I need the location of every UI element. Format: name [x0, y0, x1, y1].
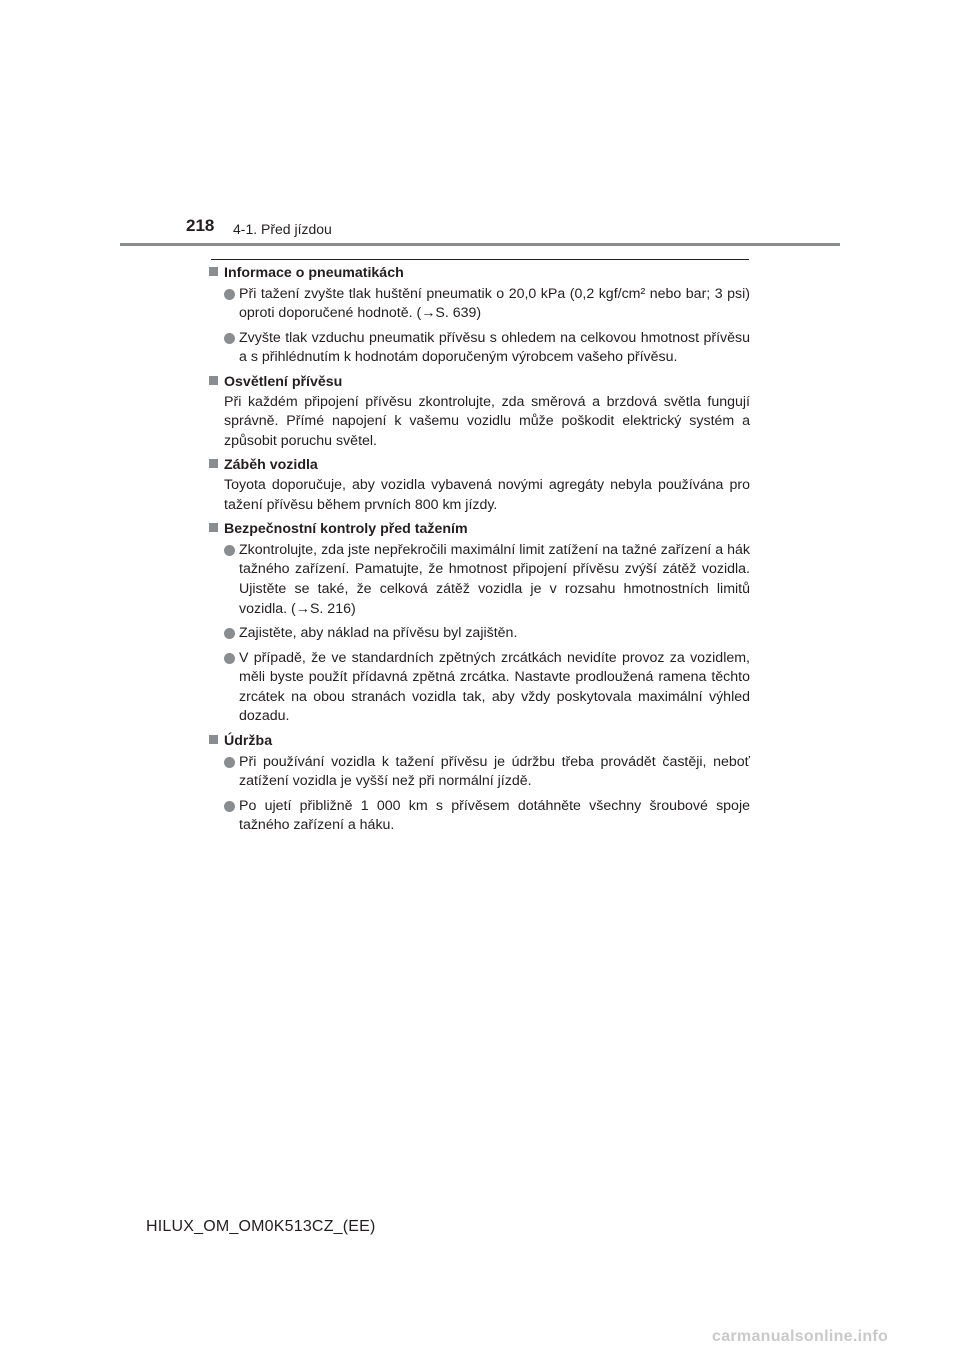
list-item: [224, 285, 750, 324]
square-bullet-icon: [209, 459, 218, 468]
section-heading-text: Údržba: [224, 733, 273, 750]
section-heading: [209, 456, 750, 476]
section-title: 4-1. Před jízdou: [233, 221, 332, 237]
list-item-text: Po ujetí přibližně 1 000 km s přívěsem dotáhněte všechny šroubové spoje tažného zařízení a háku.: [239, 797, 750, 834]
round-bullet-icon: [224, 801, 235, 812]
header-rule: [120, 243, 840, 246]
list-item-text: Zvyšte tlak vzduchu pneumatik přívěsu s ohledem na celkovou hmotnost přívěsu a s přihlédnutím k hodnotám doporučeným výrobcem vašeho přívěsu.: [239, 329, 750, 366]
list-item-text: Zajistěte, aby náklad na přívěsu byl zajištěn.: [239, 625, 518, 642]
watermark: carmanualsonline.info: [712, 1328, 889, 1345]
list-item: [224, 541, 750, 619]
round-bullet-icon: [224, 333, 235, 344]
round-bullet-icon: [224, 757, 235, 768]
list-item: [224, 753, 750, 792]
section-heading-text: Osvětlení přívěsu: [224, 373, 343, 390]
list-item-text: V případě, že ve standardních zpětných zrcátkách nevidíte provoz za vozidlem, měli byste použít přídavná zpětná zrcátka. Nastavte prodloužená ramena těchto zrcátek na obou stranách vozidla tak, aby vždy poskytovala maximální výhled dozadu.: [239, 649, 750, 725]
document-code-footer: HILUX_OM_OM0K513CZ_(EE): [146, 1218, 376, 1235]
square-bullet-icon: [209, 523, 218, 532]
list-item: [224, 797, 750, 836]
list-item-text: Při tažení zvyšte tlak huštění pneumatik o 20,0 kPa (0,2 kgf/cm² nebo bar; 3 psi) oproti doporučené hodnotě. (→S. 639): [239, 285, 750, 322]
square-bullet-icon: [209, 376, 218, 385]
page-number: 218: [186, 216, 215, 235]
section-paragraph: Při každém připojení přívěsu zkontrolujte, zda směrová a brzdová světla fungují správně. Přímé napojení k vašemu vozidlu může poškodit elektrický systém a způsobit poruchu světel.: [224, 393, 750, 449]
list-item: [224, 649, 750, 727]
round-bullet-icon: [224, 289, 235, 300]
round-bullet-icon: [224, 653, 235, 664]
section-heading-text: Informace o pneumatikách: [224, 265, 404, 281]
round-bullet-icon: [224, 545, 235, 556]
content-top-rule: [211, 259, 749, 260]
section-heading-text: Záběh vozidla: [224, 457, 318, 474]
section-heading: [209, 520, 750, 540]
content-body: [209, 264, 750, 836]
list-item-text: Při používání vozidla k tažení přívěsu je údržbu třeba provádět častěji, neboť zatížení vozidla je vyšší než při normální jízdě.: [239, 753, 750, 790]
list-item: [224, 329, 750, 368]
section-heading: [209, 373, 750, 393]
section-paragraph: Toyota doporučuje, aby vozidla vybavená novými agregáty nebyla používána pro tažení přívěsu během prvních 800 km jízdy.: [224, 476, 750, 513]
square-bullet-icon: [209, 267, 218, 276]
round-bullet-icon: [224, 628, 235, 639]
list-item: [224, 624, 750, 644]
section-heading: [209, 732, 750, 752]
list-item-text: Zkontrolujte, zda jste nepřekročili maximální limit zatížení na tažné zařízení a hák tažného zařízení. Pamatujte, že hmotnost připojení přívěsu zvýší zátěž vozidla. Ujistěte se také, že celková zátěž vozidla je v rozsahu hmotnostních limitů vozidla. (→S. 216): [239, 541, 750, 617]
section-heading: [209, 264, 750, 284]
square-bullet-icon: [209, 735, 218, 744]
section-heading-text: Bezpečnostní kontroly před tažením: [224, 521, 468, 538]
